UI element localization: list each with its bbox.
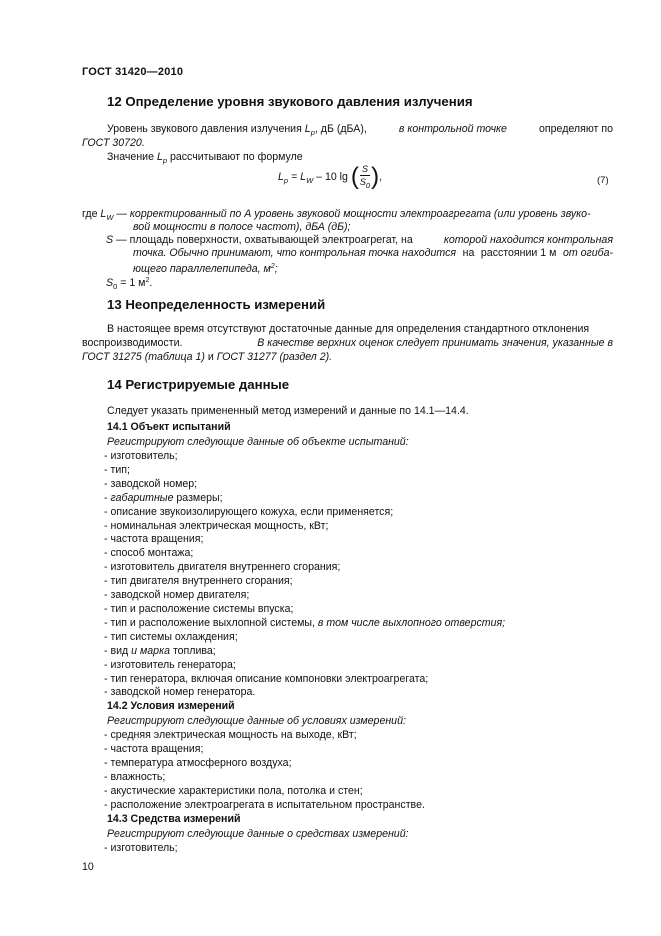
subsection-14-3-lead: Регистрируют следующие данные о средствах измерений: [107, 828, 409, 840]
list-item: - тип двигателя внутреннего сгорания; [104, 575, 293, 588]
list-item: - изготовитель; [104, 450, 178, 462]
object-data-list [104, 450, 505, 700]
definition-s-cont-2: ющего параллелепипеда, $м^2$; [133, 263, 278, 275]
list-item: - частота вращения; [104, 533, 204, 546]
list-item: - заводской номер двигателя; [104, 589, 250, 602]
list-item: - расположение электроагрегата в испытательном пространстве. [104, 798, 425, 811]
list-item: - средняя электрическая мощность на выходе, кВт; [104, 729, 357, 741]
instruments-list [104, 842, 178, 856]
definition-lw-cont: вой мощности в полосе частот), дБА (дБ); [133, 221, 351, 233]
section-14-title: 14 Регистрируемые данные [107, 377, 290, 392]
conditions-list [104, 729, 425, 812]
subsection-14-2-title: 14.2 Условия измерений [107, 700, 235, 712]
s14-intro: Следует указать примененный метод измерений и данные по 14.1—14.4. [107, 405, 469, 417]
list-item: - изготовитель; [104, 842, 178, 854]
section-13-title: 13 Неопределенность измерений [107, 297, 326, 312]
s13-line-3: ГОСТ 31275 (таблица 1) и ГОСТ 31277 (раздел 2). [82, 351, 333, 363]
definition-lw: где $L_W$ — корректированный по А уровень звуковой мощности электроагрегата (или уровень звуко- [82, 208, 591, 222]
list-item: - тип и расположение выхлопной системы, в том числе выхлопного отверстия; [104, 616, 506, 629]
subsection-14-1-title: 14.1 Объект испытаний [107, 421, 231, 433]
list-item: - температура атмосферного воздуха; [104, 756, 292, 769]
definition-s-cont: точка. Обычно принимают, что контрольная точка находится на расстоянии 1 м от огиба- [133, 247, 613, 259]
formula-number: (7) [597, 175, 609, 186]
list-item: - вид и марка топлива; [104, 644, 216, 657]
formula-7: $L_p = L_W - 10$ lg ( $\frac{S}{S_0}$ ), [278, 163, 383, 190]
list-item: - заводской номер; [104, 477, 198, 490]
s12-paragraph-1: Уровень звукового давления излучения $L_p$, дБ (дБА), в контрольной точке определяют по [107, 123, 613, 137]
list-item: - способ монтажа; [104, 547, 194, 560]
list-item: - описание звукоизолирующего кожуха, если применяется; [104, 505, 394, 518]
list-item: - заводской номер генератора. [104, 686, 256, 699]
s13-line-1: В настоящее время отсутствуют достаточные данные для определения стандартного отклонения [107, 323, 590, 335]
definition-s0: $S_0 = 1$ $м^2$. [106, 277, 153, 291]
definition-s: S — площадь поверхности, охватывающей электроагрегат, на которой находится контрольная [106, 234, 613, 246]
list-item: - изготовитель генератора; [104, 658, 236, 671]
section-12-title: 12 Определение уровня звукового давления излучения [107, 94, 473, 109]
s12-paragraph-2: Значение $L_p$ рассчитывают по формуле [107, 151, 303, 165]
s13-line-2: воспроизводимости. В качестве верхних оценок следует принимать значения, указанные в [82, 337, 613, 349]
subsection-14-2-lead: Регистрируют следующие данные об условиях измерений: [107, 715, 406, 727]
list-item: - номинальная электрическая мощность, кВт; [104, 519, 329, 532]
s12-gost-ref: ГОСТ 30720. [82, 137, 145, 149]
list-item: - тип и расположение системы впуска; [104, 602, 294, 615]
document-header: ГОСТ 31420—2010 [82, 66, 184, 78]
subsection-14-1-lead: Регистрируют следующие данные об объекте испытаний: [107, 436, 409, 448]
list-item: - изготовитель двигателя внутреннего сгорания; [104, 561, 341, 574]
list-item: - габаритные размеры; [104, 491, 223, 504]
list-item: - тип; [104, 463, 130, 476]
subsection-14-3-title: 14.3 Средства измерений [107, 813, 241, 825]
list-item: - тип генератора, включая описание компоновки электроагрегата; [104, 672, 429, 685]
list-item: - влажность; [104, 770, 166, 783]
list-item: - акустические характеристики пола, потолка и стен; [104, 784, 363, 797]
list-item: - тип системы охлаждения; [104, 630, 238, 643]
fraction: $\frac{S}{S_0}$ [359, 164, 371, 190]
list-item: - частота вращения; [104, 742, 204, 755]
page-number: 10 [82, 861, 94, 873]
